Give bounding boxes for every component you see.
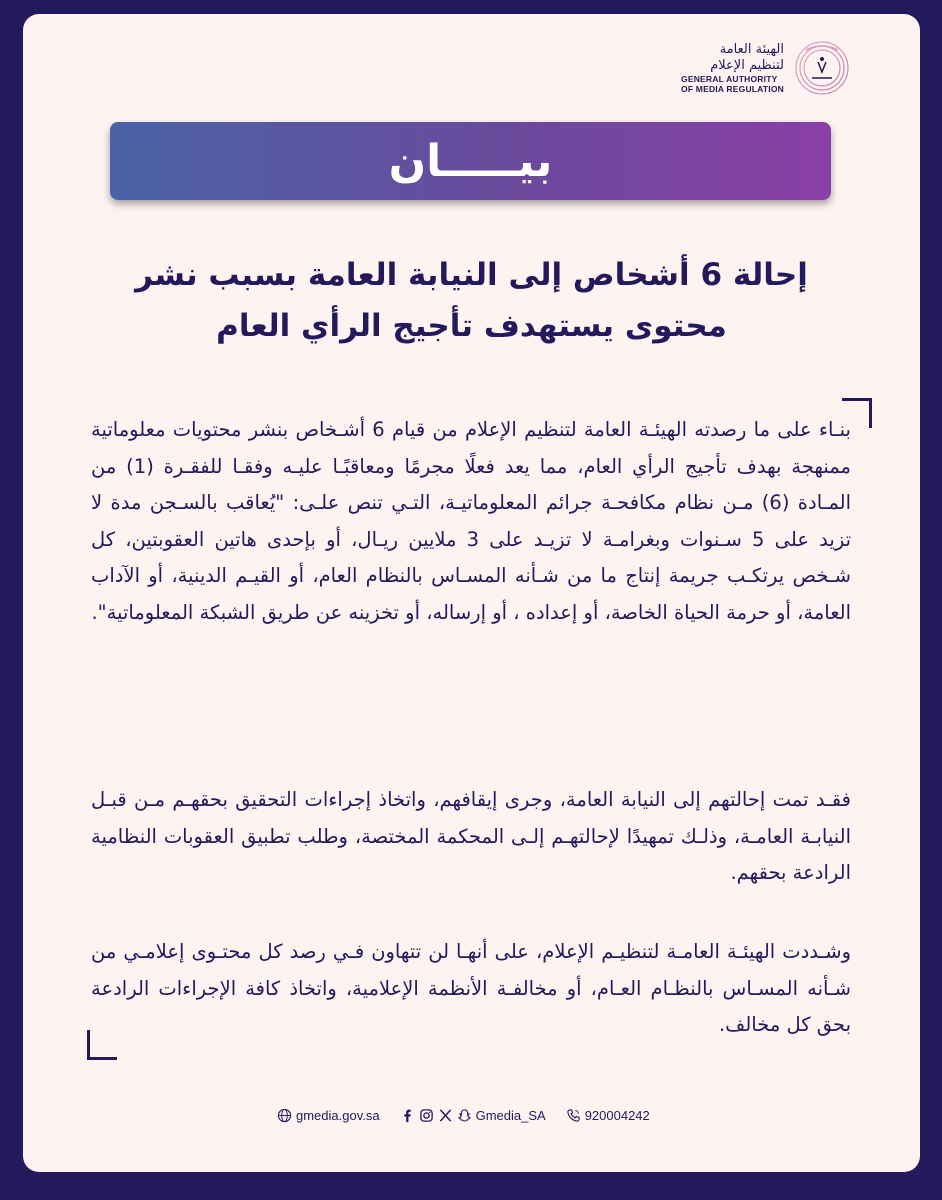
facebook-icon[interactable] xyxy=(400,1108,415,1123)
logo-text xyxy=(681,42,784,94)
footer-website[interactable] xyxy=(277,1108,380,1123)
body-paragraph-3: وشـددت الهيئـة العامـة لتنظيـم الإعلام، على أنهـا لن تتهاون فـي رصد كل محتـوى إعلامـي من شـأنه المسـاس بالنظـام العـام، أو مخالفـة الأنظمة الإعلامية، واتخاذ كافة الإجراءات الرادعة بحق كل مخالف. xyxy=(91,940,851,1037)
website-text: gmedia.gov.sa xyxy=(296,1108,380,1123)
statement-card xyxy=(23,14,920,1172)
x-icon[interactable] xyxy=(438,1108,453,1123)
logo-name-en-2: OF MEDIA REGULATION xyxy=(681,84,784,94)
headline-line-1: إحالة 6 أشخاص إلى النيابة العامة بسبب نشر xyxy=(135,257,808,293)
corner-bracket-bottom-left xyxy=(87,1030,117,1060)
phone-text: 920004242 xyxy=(584,1108,650,1123)
authority-logo xyxy=(681,40,850,96)
instagram-icon[interactable] xyxy=(419,1108,434,1123)
banner-title: بيـــــان xyxy=(388,135,553,187)
phone-icon xyxy=(566,1108,581,1123)
body-paragraph-2: فقـد تمت إحالتهم إلى النيابة العامة، وجرى إيقافهم، واتخاذ إجراءات التحقيق بحقهـم مـن قبـل النيابـة العامـة، وذلـك تمهيدًا لإحالتهـم إلـى المحكمة المختصة، وطلب تطبيق العقوبات النظامية الرادعة بحقهم. xyxy=(91,788,851,885)
social-handle-text: Gmedia_SA xyxy=(475,1108,546,1123)
logo-name-en-1: GENERAL AUTHORITY xyxy=(681,74,778,84)
footer-phone[interactable] xyxy=(566,1108,650,1123)
body-paragraph-1: بنـاء على ما رصدته الهيئـة العامة لتنظيم الإعلام من قيام 6 أشـخاص بنشر محتويات معلوماتية ممنهجة بهدف تأجيج الرأي العام، مما يعد فعلًا مجرمًا ومعاقبًـا عليـه وفقـا للفقـرة (1) من المـادة (6) مـن نظام مكافحـة جرائم المعلوماتيـة، التـي تنص علـى: "يُعاقب بالسـجن مدة لا تزيد على 5 سـنوات وبغرامـة لا تزيـد على 3 ملايين ريـال، أو بإحدى هاتين العقوبتين، كل شـخص يرتكـب جريمة إنتاج ما من شـأنه المسـاس بالنظام العام، أو القيـم الدينية، أو الآداب العامة، أو حرمة الحياة الخاصة، أو إعداده ، أو إرساله، أو تخزينه عن طريق الشبكة المعلوماتية". xyxy=(91,418,852,624)
logo-name-ar-1: الهيئة العامة xyxy=(719,42,784,57)
globe-icon xyxy=(277,1108,292,1123)
footer-social[interactable] xyxy=(400,1108,546,1123)
authority-emblem-icon xyxy=(794,40,850,96)
logo-name-ar-2: لتنظيم الإعلام xyxy=(710,58,784,73)
headline-line-2: محتوى يستهدف تأجيج الرأي العام xyxy=(216,308,727,344)
headline xyxy=(83,250,860,352)
statement-banner xyxy=(110,122,831,200)
footer xyxy=(277,1108,650,1123)
snapchat-icon[interactable] xyxy=(457,1108,472,1123)
